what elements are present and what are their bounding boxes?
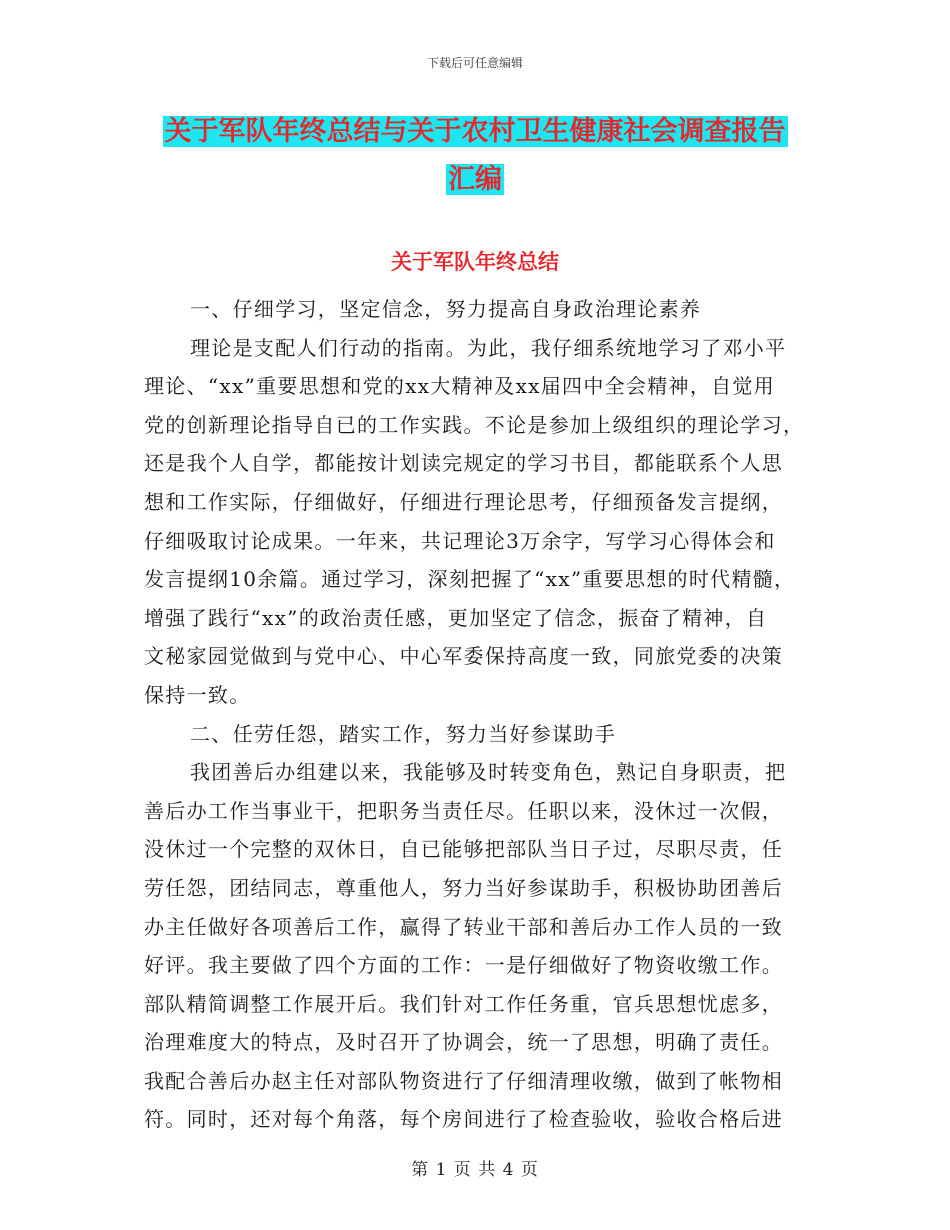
- paragraph-line: 理论是支配人们行动的指南。为此，我仔细系统地学习了邓小平: [190, 335, 787, 360]
- subheading-2: 二、任劳任怨，踏实工作，努力当好参谋助手: [190, 721, 616, 746]
- paragraph-line: 理论、“xx”重要思想和党的xx大精神及xx届四中全会精神，自觉用: [144, 374, 776, 399]
- paragraph-line: 我配合善后办赵主任对部队物资进行了仔细清理收缴，做到了帐物相: [144, 1068, 783, 1093]
- paragraph-line: 没休过一个完整的双休日，自已能够把部队当日子过，尽职尽责，任: [144, 837, 783, 862]
- paragraph-line: 想和工作实际，仔细做好，仔细进行理论思考，仔细预备发言提纲，: [144, 489, 783, 514]
- paragraph-line: 保持一致。: [144, 682, 251, 707]
- paragraph-line: 符。同时，还对每个角落，每个房间进行了检查验收，验收合格后进: [144, 1107, 783, 1132]
- paragraph-line: 增强了践行“xx”的政治责任感，更加坚定了信念，振奋了精神，自: [144, 605, 768, 630]
- paragraph-line: 办主任做好各项善后工作，赢得了转业干部和善后办工作人员的一致: [144, 914, 783, 939]
- paragraph-line: 部队精简调整工作展开后。我们针对工作任务重，官兵思想忧虑多，: [144, 991, 783, 1016]
- paragraph-line: 好评。我主要做了四个方面的工作：一是仔细做好了物资收缴工作。: [144, 953, 783, 978]
- paragraph-line: 发言提纲10余篇。通过学习，深刻把握了“xx”重要思想的时代精髓，: [144, 567, 796, 592]
- body-text: [144, 290, 816, 1139]
- paragraph-line: 文秘家园觉做到与党中心、中心军委保持高度一致，同旅党委的决策: [144, 644, 783, 669]
- paragraph-line: 还是我个人自学，都能按计划读完规定的学习书目，都能联系个人思: [144, 451, 783, 476]
- paragraph-line: 善后办工作当事业干，把职务当责任尽。任职以来，没休过一次假，: [144, 798, 783, 823]
- paragraph-line: 党的创新理论指导自已的工作实践。不论是参加上级组织的理论学习，: [144, 412, 805, 437]
- page-footer: 第 1 页 共 4 页: [411, 1160, 539, 1180]
- document-title: [0, 108, 950, 204]
- paragraph-line: 我团善后办组建以来，我能够及时转变角色，熟记自身职责，把: [190, 760, 787, 785]
- header-note: 下载后可任意编辑: [426, 56, 523, 70]
- paragraph-line: 治理难度大的特点，及时召开了协调会，统一了思想，明确了责任。: [144, 1030, 783, 1055]
- subheading-1: 一、仔细学习，坚定信念，努力提高自身政治理论素养: [190, 297, 702, 321]
- section-heading: 关于军队年终总结: [391, 250, 559, 274]
- paragraph-line: 仔细吸取讨论成果。一年来，共记理论3万余字，写学习心得体会和: [144, 528, 776, 553]
- document-title-line-2: 汇编: [448, 164, 502, 195]
- paragraph-line: 劳任怨，团结同志，尊重他人，努力当好参谋助手，积极协助团善后: [144, 875, 783, 900]
- document-title-line-1: 关于军队年终总结与关于农村卫生健康社会调查报告: [164, 116, 786, 147]
